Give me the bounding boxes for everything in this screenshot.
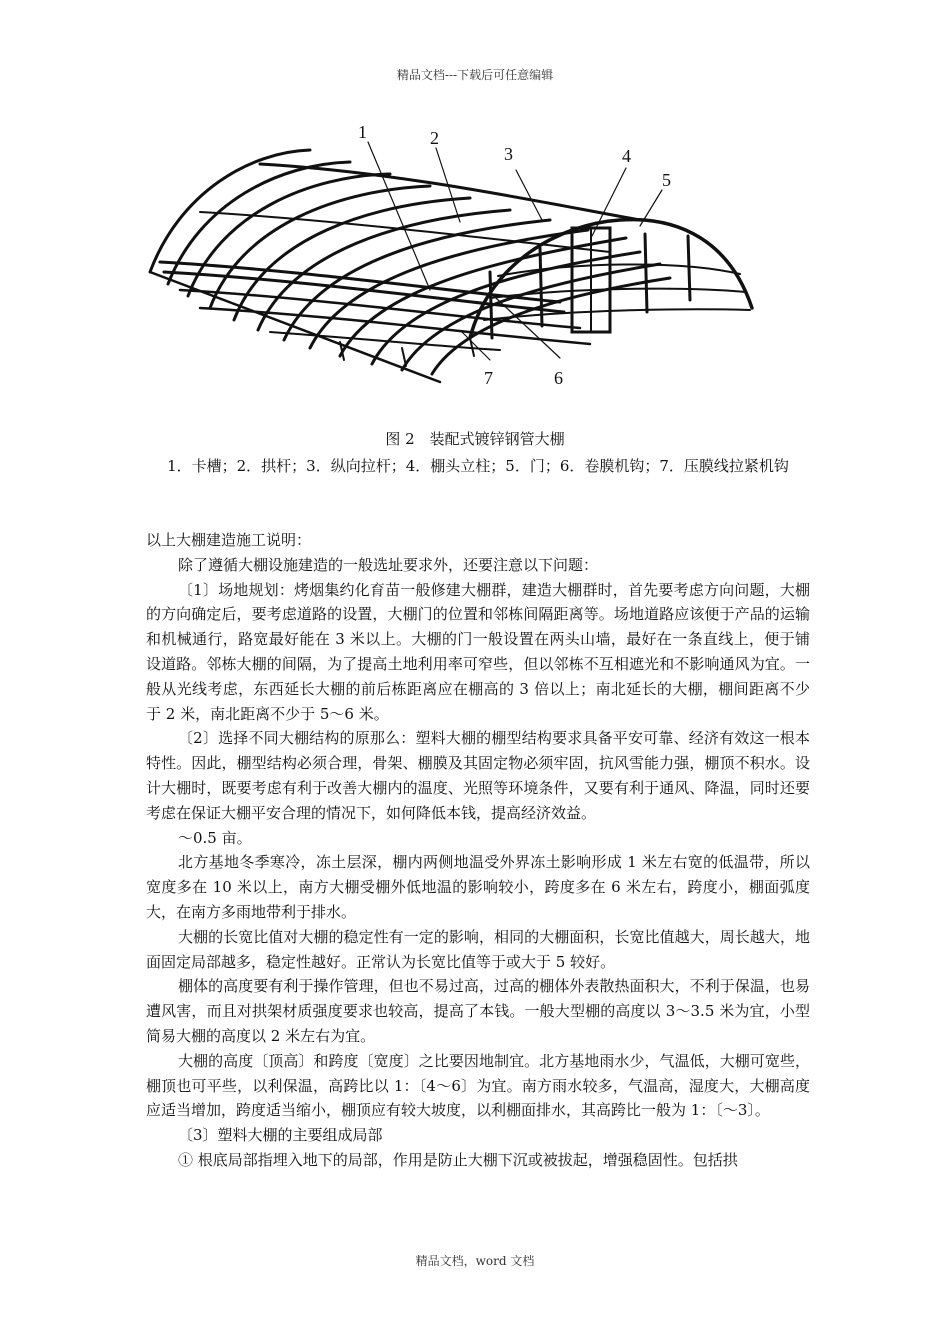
paragraph: ～0.5 亩。 bbox=[178, 828, 252, 847]
figure-label-2: 2 bbox=[430, 128, 439, 148]
paragraph: 〔1〕场地规划：烤烟集约化育苗一般修建大棚群，建造大棚群时，首先要考虑方向问题，大棚的方向确定后，要考虑道路的设置，大棚门的位置和邻栋间隔距离等。场地道路应该便于产品的运输和机械通行，路宽最好能在 3 米以上。大棚的门一般设置在两头山墙，最好在一条直线上，便于铺设道路。邻栋大棚的间隔，为了提高土地利用率可窄些，但以邻栋不互相遮光和不影响通风为宜。一般从光线考虑，东西延长大棚的前后栋距离应在棚高的 3 倍以上；南北延长的大棚，棚间距离不少于 2 米，南北距离不少于 5～6 米。 bbox=[146, 580, 810, 723]
paragraph: 棚体的高度要有利于操作管理，但也不易过高，过高的棚体外表散热面积大，不利于保温，也易遭风害，而且对拱架材质强度要求也较高，提高了本钱。一般大型棚的高度以 3～3.5 米为宜，小型简易大棚的高度以 2 米左右为宜。 bbox=[146, 977, 810, 1045]
figure-caption: 图 2 装配式镀锌钢管大棚 bbox=[385, 430, 565, 448]
figure-label-1: 1 bbox=[358, 122, 367, 142]
page-footer: 精品文档，word 文档 bbox=[415, 1254, 535, 1268]
paragraph: 〔3〕塑料大棚的主要组成局部 bbox=[178, 1126, 383, 1145]
paragraph: 〔2〕选择不同大棚结构的原那么：塑料大棚的棚型结构要求具备平安可靠、经济有效这一根本特性。因此，棚型结构必须合理，骨架、棚膜及其固定物必须牢固，抗风雪能力强，棚顶不积水。设计大棚时，既要考虑有利于改善大棚内的温度、光照等环境条件，又要有利于通风、降温，同时还要考虑在保证大棚平安合理的情况下，如何降低本钱，提高经济效益。 bbox=[146, 729, 810, 822]
paragraph: 北方基地冬季寒冷，冻土层深，棚内两侧地温受外界冻土影响形成 1 米左右宽的低温带，所以宽度多在 10 米以上，南方大棚受棚外低地温的影响较小，跨度多在 6 米左右，跨度小，棚面弧度大，在南方多雨地带利于排水。 bbox=[146, 853, 810, 921]
paragraph: 大棚的长宽比值对大棚的稳定性有一定的影响，相同的大棚面积，长宽比值越大，周长越大，地面固定局部越多，稳定性越好。正常认为长宽比值等于或大于 5 较好。 bbox=[146, 927, 810, 971]
figure-label-5: 5 bbox=[662, 170, 671, 190]
paragraph: ① 根底局部指埋入地下的局部，作用是防止大棚下沉或被拔起，增强稳固性。包括拱 bbox=[178, 1150, 738, 1169]
paragraph: 除了遵循大棚设施建造的一般选址要求外，还要注意以下问题： bbox=[178, 555, 599, 574]
figure-label-4: 4 bbox=[622, 146, 631, 166]
figure-label-6: 6 bbox=[554, 368, 563, 388]
greenhouse-figure bbox=[140, 112, 810, 402]
page-header: 精品文档---下载后可任意编辑 bbox=[396, 68, 554, 82]
paragraph: 以上大棚建造施工说明： bbox=[146, 531, 312, 549]
figure-label-7: 7 bbox=[484, 368, 493, 388]
figure-label-3: 3 bbox=[504, 144, 513, 164]
paragraph: 大棚的高度〔顶高〕和跨度〔宽度〕之比要因地制宜。北方基地雨水少，气温低，大棚可宽些，棚顶也可平些，以利保温，高跨比以 1：〔4～6〕为宜。南方雨水较多，气温高，湿度大，大棚高度应适当增加，跨度适当缩小，棚顶应有较大坡度，以利棚面排水，其高跨比一般为 1：〔～3〕。 bbox=[146, 1051, 810, 1120]
body-text bbox=[146, 528, 810, 1173]
figure-legend: 1．卡槽；2．拱杆；3．纵向拉杆；4．棚头立柱；5．门；6．卷膜机钩；7．压膜线拉紧机钩 bbox=[167, 457, 789, 475]
